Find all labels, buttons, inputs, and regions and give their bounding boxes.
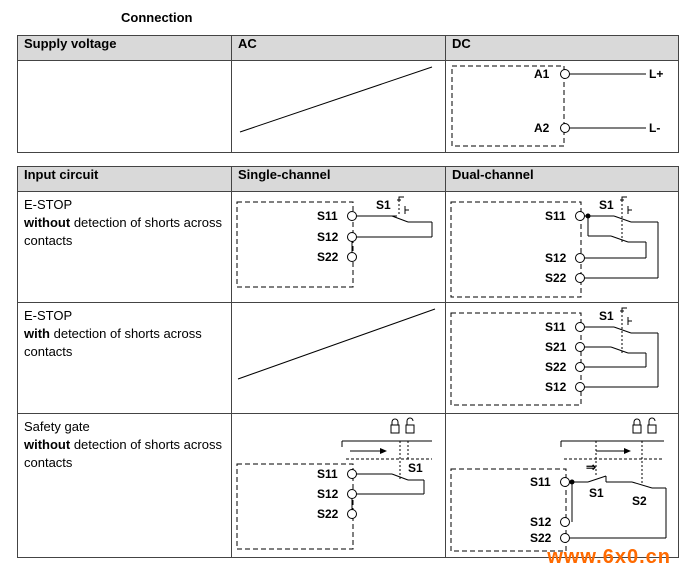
label-lplus: L+: [649, 67, 664, 81]
unlock-icon: [406, 418, 414, 433]
lock-icon: [391, 419, 399, 433]
label-s1: S1: [376, 198, 391, 212]
label-s1: S1: [408, 461, 423, 475]
label-lminus: L-: [649, 121, 661, 135]
not-applicable-slash: [232, 61, 439, 152]
label-s11: S11: [317, 467, 338, 481]
label-s12: S12: [317, 230, 339, 244]
label-s11: S11: [545, 320, 566, 334]
supply-voltage-table: [17, 35, 679, 153]
dc-diagram-cell: [446, 61, 679, 153]
header-input-circuit: Input circuit: [18, 167, 232, 192]
label-a1: A1: [534, 67, 550, 81]
dual-estop-shorts-wiring: [446, 303, 672, 413]
single-gate-wiring: [232, 414, 439, 557]
single-channel-estop-diagram: [232, 192, 446, 303]
dual-gate-wiring: [446, 414, 672, 557]
row-estop-with-label: [18, 303, 232, 414]
unlock-icon: [648, 418, 656, 433]
single-estop-wiring: [232, 192, 439, 302]
row-estop-without-label: [18, 192, 232, 303]
label-a2: A2: [534, 121, 550, 135]
not-applicable-slash: [232, 303, 439, 413]
header-ac: AC: [232, 36, 446, 61]
single-channel-not-applicable-cell: [232, 303, 446, 414]
row-title: Safety gate: [24, 419, 90, 434]
row-safety-gate-label: [18, 414, 232, 558]
row-emphasis: with: [24, 326, 50, 341]
label-s22: S22: [317, 250, 339, 264]
label-s21: S21: [545, 340, 567, 354]
label-s22: S22: [545, 271, 567, 285]
label-s1: S1: [599, 198, 614, 212]
watermark: www.6x0.cn: [547, 546, 671, 568]
label-s2: S2: [632, 494, 647, 508]
label-s22: S22: [545, 360, 567, 374]
header-dual-channel: Dual-channel: [446, 167, 679, 192]
label-s22: S22: [317, 507, 339, 521]
dual-channel-gate-diagram: [446, 414, 679, 558]
dc-wiring-diagram: [446, 61, 672, 152]
dual-channel-estop-diagram: [446, 192, 679, 303]
label-s1: S1: [589, 486, 604, 500]
ac-not-applicable-cell: [232, 61, 446, 153]
lock-icon: [633, 419, 641, 433]
row-emphasis: without: [24, 437, 71, 452]
label-s11: S11: [530, 475, 551, 489]
row-emphasis: without: [24, 215, 71, 230]
section-heading: Connection: [121, 10, 193, 25]
row-title: E-STOP: [24, 197, 73, 212]
label-s22: S22: [530, 531, 552, 545]
label-s12: S12: [545, 251, 567, 265]
arrow-right-icon: ⇒: [586, 460, 597, 474]
row-description: detection of shorts across contacts: [24, 326, 202, 359]
header-dc: DC: [446, 36, 679, 61]
single-channel-gate-diagram: [232, 414, 446, 558]
input-circuit-table: [17, 166, 679, 558]
dual-channel-estop-shorts-diagram: [446, 303, 679, 414]
supply-empty-cell: [18, 61, 232, 153]
label-s12: S12: [545, 380, 567, 394]
row-description: detection of shorts across contacts: [24, 437, 222, 470]
label-s11: S11: [545, 209, 566, 223]
header-single-channel: Single-channel: [232, 167, 446, 192]
label-s11: S11: [317, 209, 338, 223]
header-supply-voltage: Supply voltage: [18, 36, 232, 61]
label-s12: S12: [317, 487, 339, 501]
label-s1: S1: [599, 309, 614, 323]
dual-estop-wiring: [446, 192, 672, 302]
row-title: E-STOP: [24, 308, 73, 323]
label-s12: S12: [530, 515, 552, 529]
row-description: detection of shorts across contacts: [24, 215, 222, 248]
